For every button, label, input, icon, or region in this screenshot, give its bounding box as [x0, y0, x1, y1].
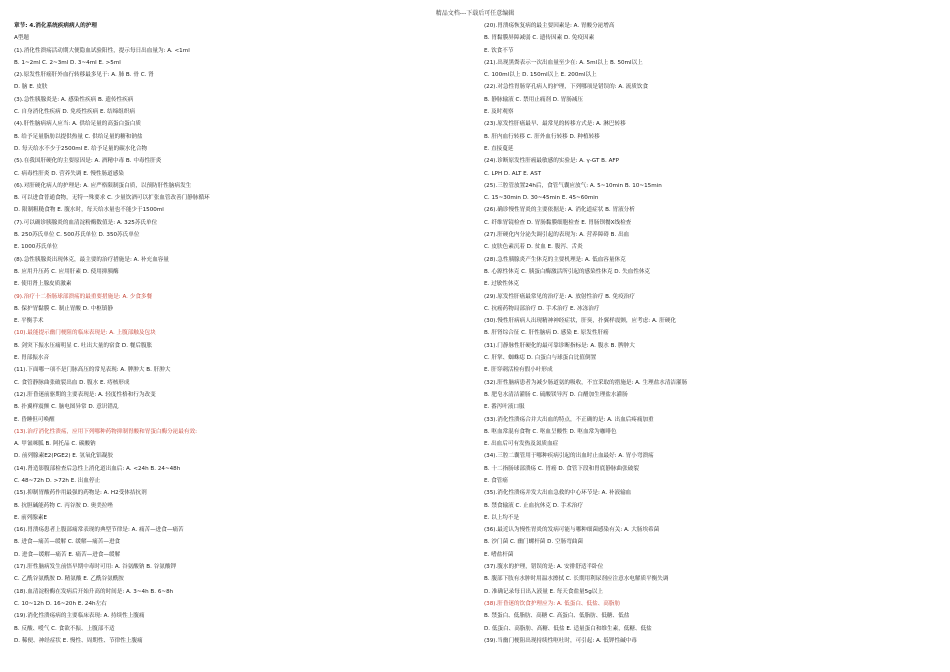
text-line: E. 出血后可有发热及氮质血症 — [484, 441, 559, 448]
text-line: B. 应用升压药 C. 应用肝素 D. 使用抑胰酶 — [14, 268, 119, 275]
text-line: (33).消化性溃疡合并大出血的特点，不正确的是: A. 出血后疼痛加重 — [484, 416, 654, 423]
text-line: (1).消化性溃疡活动期大便隐血试验阳性，提示每日出血量为: A. <1ml — [14, 47, 190, 54]
right-column — [484, 20, 924, 647]
text-line: (35).消化性溃疡并发大出血急救的中心环节是: A. 补液输血 — [484, 490, 632, 497]
text-line: B. 反酸、嗳气 C. 食欲不振、上腹部不适 — [14, 625, 115, 632]
text-line: (21).出现黑粪表示一次出血量至少在: A. 5ml以上 B. 50ml以上 — [484, 59, 643, 66]
text-line: C. 乙酰谷氨酰胺 D. 精氨酸 E. 乙酰谷氨酰胺 — [14, 576, 124, 583]
text-line: C. 皮肤色素沉着 D. 贫血 E. 腹泻、舌炎 — [484, 244, 583, 251]
text-line: (37).腹水的护理，错误的是: A. 安排舒适半卧位 — [484, 564, 604, 571]
text-line: (9).治疗十二指肠球部溃疡的最重要措施是: A. 少食多餐 — [14, 293, 153, 300]
text-line: D. 前列腺素E2(PGE2) E. 氢氧化铝凝胶 — [14, 453, 113, 460]
text-line: B. 扑翼样震颤 C. 脑电图异常 D. 意识错乱 — [14, 404, 119, 411]
text-line: B. 禁蛋白、低脂肪、高糖 C. 高蛋白、低脂肪、低糖、低盐 — [484, 613, 630, 620]
text-line: B. 肝肾综合征 C. 肝性脑病 D. 感染 E. 原发性肝癌 — [484, 330, 609, 337]
text-line: E. 食管癌 — [484, 477, 508, 484]
text-line: (28).急性胰腺炎产生休克的主要机理是: A. 低血容量休克 — [484, 256, 626, 263]
text-line: A型题 — [14, 35, 30, 42]
text-line: (2).原发性肝癌肝外血行转移最多见于: A. 肺 B. 骨 C. 肾 — [14, 72, 154, 79]
text-line: (22).对急性胃肠穿孔病人的护理，下列哪项是错误的: A. 流质饮食 — [484, 84, 649, 91]
text-line: D. 每天给水不少于2500ml E. 给予足量的碳水化合物 — [14, 145, 148, 152]
text-line: (8).急性胰腺炎出现休克，最主要的治疗措施是: A. 补充血容量 — [14, 256, 169, 263]
text-line: B. 可以进食普通食物，无特一殊要求 C. 少量饮酒可以扩张血管改善门静脉循环 — [14, 195, 210, 202]
text-line: (29).原发性肝癌最常见的治疗是: A. 放射性治疗 B. 免疫治疗 — [484, 293, 635, 300]
text-line: D. 稀便、神经症状 E. 慢性、周期性、节律性上腹痛 — [14, 637, 143, 644]
text-line: (19).消化性溃疡病的主要临床表现: A. 持续性上腹痛 — [14, 613, 145, 620]
text-line: A. 甲氰咪胍 B. 阿托品 C. 碳酸钠 — [14, 441, 96, 448]
text-line: C. 48~72h D. >72h E. 出血停止 — [14, 477, 101, 484]
text-line: (14).肾造影腹部检查后急性上消化道出血后: A. <24h B. 24~48h — [14, 465, 181, 472]
text-line: C. 10~12h D. 16~20h E. 24h左右 — [14, 600, 107, 607]
text-line: (13).治疗消化性溃疡，应用下列哪种药物抑制胃酸和胃蛋白酶分泌最有效: — [14, 428, 197, 435]
text-line: E. 肝穿刺活检有假小叶形成 — [484, 367, 553, 374]
text-line: (39).当幽门梗阻出现持续性呕吐时，可引起: A. 低钾性碱中毒 — [484, 637, 637, 644]
text-line: E. 胃部振水音 — [14, 355, 50, 362]
text-line: 章节: 4.消化系统疾病病人的护理 — [14, 23, 97, 29]
text-line: (12).肝昏迷前驱期的主要表现是: A. 轻度性格和行为改变 — [14, 391, 156, 398]
text-line: (30).慢性肝病病人出现精神神经症状，肝臭，扑翼样震颤，应考虑: A. 肝硬化 — [484, 318, 677, 325]
text-line: C. 病毒性肝炎 D. 营养失调 E. 慢性肠道感染 — [14, 170, 124, 177]
text-line: E. 番泻叶液口服 — [484, 404, 525, 411]
text-line: (32).肝性脑病患者为减少肠道氨的吸收，不宜采取的措施是: A. 生理盐水清洁灌肠 — [484, 379, 688, 386]
text-line: B. 呕血常混有食物 C. 呕血呈酸性 D. 呕血常为咖啡色 — [484, 428, 617, 435]
text-line: (31).门静脉性肝硬化的最可靠诊断指标是: A. 腹水 B. 脾肿大 — [484, 342, 635, 349]
text-line: (20).胃溃疡恢复病的最主要因素是: A. 胃酸分泌增高 — [484, 23, 615, 29]
text-line: C. 食管静脉曲张破裂出血 D. 腹水 E. 痔核形成 — [14, 379, 130, 386]
text-line: D. 低蛋白、高脂肪、高糖、低盐 E. 适量蛋白和维生素，低糖、低盐 — [484, 625, 652, 632]
text-line: E. 前列腺素E — [14, 514, 47, 521]
text-line: B. 进食—痛苦—缓解 C. 缓解—痛苦—进食 — [14, 539, 121, 546]
text-line: B. 胃黏膜屏障减弱 C. 遗传因素 D. 免疫因素 — [484, 35, 595, 42]
text-line: D. 限制粗糙食物 E. 腹水时，每天给水量也不能少于1500ml — [14, 207, 164, 214]
text-line: (7).可以确诊胰腺炎的血清淀粉酶数值是: A. 325苏氏单位 — [14, 219, 158, 226]
left-column — [14, 20, 454, 647]
text-line: (17).肝性脑病发生前悟早期中毒时可用: A. 谷氨酸钠 B. 谷氨酸钾 — [14, 564, 177, 571]
text-line: C. 肝掌、蜘蛛痣 D. 白蛋白与球蛋白比值倒置 — [484, 355, 597, 362]
text-line: (6).对肝硬化病人的护理是: A. 应严格限制蛋白质，以预防肝性脑病发生 — [14, 182, 192, 189]
text-line: E. 昏睡但可唤醒 — [14, 416, 55, 423]
text-line: D. 脑 E. 皮肤 — [14, 84, 48, 91]
text-line: (24).诊断原发性肝癌最敏感的实验是: A. γ-GT B. AFP — [484, 158, 619, 165]
text-line: (38).肝昏迷的饮食护理应为: A. 低蛋白、低盐、高脂肪 — [484, 600, 621, 607]
text-line: E. 平衡手术 — [14, 318, 44, 325]
text-line: C. 纤维胃镜检查 D. 胃肠黏膜细胞检查 E. 胃肠钡餐X线检查 — [484, 219, 632, 226]
text-line: C. 抗癌药物局部治疗 D. 手术治疗 E. 冰冻治疗 — [484, 305, 600, 312]
text-line: (16).胃溃疡患者上腹部痛常表现的典型节律是: A. 痛苦—进食—痛苦 — [14, 527, 184, 534]
text-line: (4).肝性脑病病人应当: A. 供给足量的高蛋白蛋白质 — [14, 121, 141, 128]
text-line: B. 抗胆碱能药物 C. 丙谷胺 D. 奥美拉唑 — [14, 502, 113, 509]
text-line: E. 直接蔓延 — [484, 145, 514, 152]
text-line: C. 15~30min D. 30~45min E. 45~60min — [484, 195, 599, 202]
text-line: E. 嗜盐杆菌 — [484, 551, 514, 558]
text-line: B. 250苏氏单位 C. 500苏氏单位 D. 350苏氏单位 — [14, 232, 140, 239]
text-line: B. 心源性休克 C. 胰蛋白酶激活所引起的感染性休克 D. 失血性休克 — [484, 268, 651, 275]
text-line: B. 肝内血行转移 C. 肝外血行转移 D. 种植转移 — [484, 133, 600, 140]
text-line: (5).在我国肝硬化的主要原因是: A. 酒精中毒 B. 中毒性肝炎 — [14, 158, 162, 165]
text-line: (3).急性胰腺炎是: A. 感染性疾病 B. 遗传性疾病 — [14, 96, 134, 103]
text-line: B. 剑突下振水压痛明显 C. 吐出大量的宿食 D. 餐后腹胀 — [14, 342, 153, 349]
text-line: (15).抑制胃酸药作用最强的药物是: A. H2受体拮抗剂 — [14, 490, 147, 497]
text-line: (27).肝硬化内分泌失调引起的表现为: A. 营养障碍 B. 出血 — [484, 232, 630, 239]
text-line: (26).确诊慢性胃炎的主要依据是: A. 消化道症状 B. 胃液分析 — [484, 207, 635, 214]
text-line: C. 自身消化性疾病 D. 免疫性疾病 E. 结缔组织病 — [14, 109, 136, 116]
text-line: B. 保护胃黏膜 C. 制止胃酸 D. 中枢镇静 — [14, 305, 113, 312]
text-line: (34).三腔二囊管用于哪种疾病引起的出血时止血最好: A. 胃小弯溃疡 — [484, 453, 654, 460]
text-line: (36).最近认为慢性胃炎的发病可能与哪种细菌感染有关: A. 大肠埃希菌 — [484, 527, 660, 534]
text-line: E. 及时观察 — [484, 109, 514, 116]
text-line: C. 100ml以上 D. 150ml以上 E. 200ml以上 — [484, 72, 597, 79]
text-line: E. 使用肾上腺皮质激素 — [14, 281, 72, 288]
text-line: (18).血清淀粉酶在发病后开始升高的时间是: A. 3~4h B. 6~8h — [14, 588, 174, 595]
text-line: (25).三腔管放置24h后，食管气囊应放气: A. 5~10min B. 10~15min — [484, 182, 662, 189]
text-line: B. 肥皂水清洁灌肠 C. 硫酸镁导泻 D. 白醋加生理盐水灌肠 — [484, 391, 628, 398]
text-line: B. 沙门菌 C. 幽门螺杆菌 D. 空肠弯曲菌 — [484, 539, 583, 546]
text-line: C. LPH D. ALT E. AST — [484, 170, 542, 177]
text-line: (10).最能提示幽门梗阻的临床表现是: A. 上腹部触及包块 — [14, 330, 156, 337]
text-line: D. 进食—缓解—痛苦 E. 痛苦—进食—缓解 — [14, 551, 121, 558]
text-line: (11).下面哪一项不是门脉高压的常见表现: A. 脾肿大 B. 肝肿大 — [14, 367, 171, 374]
text-line: E. 过敏性休克 — [484, 281, 520, 288]
text-line: (23).原发性肝癌最早、最常见的转移方式是: A. 淋巴转移 — [484, 121, 626, 128]
text-line: E. 饮食不节 — [484, 47, 514, 54]
text-line: B. 十二指肠球部溃疡 C. 胃癌 D. 食管下段和胃底静脉曲张破裂 — [484, 465, 639, 472]
page-header: 精品文档---下载后可任意编辑 — [435, 10, 515, 17]
text-line: B. 腹部下肢有水肿时用温水擦拭 C. 长期用利尿剂应注意水电解质平衡失调 — [484, 576, 669, 583]
text-line: B. 1~2ml C. 2~3ml D. 3~4ml E. >5ml — [14, 59, 121, 66]
text-line: B. 给予足量脂肪以提供热量 C. 供给足量的糖和钠盐 — [14, 133, 143, 140]
text-line: B. 静脉输液 C. 禁用止痛剂 D. 胃肠减压 — [484, 96, 583, 103]
text-line: E. 1000苏氏单位 — [14, 244, 58, 251]
text-line: B. 禁食输液 C. 止血抗休克 D. 手术治疗 — [484, 502, 583, 509]
text-line: D. 准确记录每日出入液量 E. 每天食盐量5g以上 — [484, 588, 603, 595]
text-line: E. 以上均不是 — [484, 514, 520, 521]
